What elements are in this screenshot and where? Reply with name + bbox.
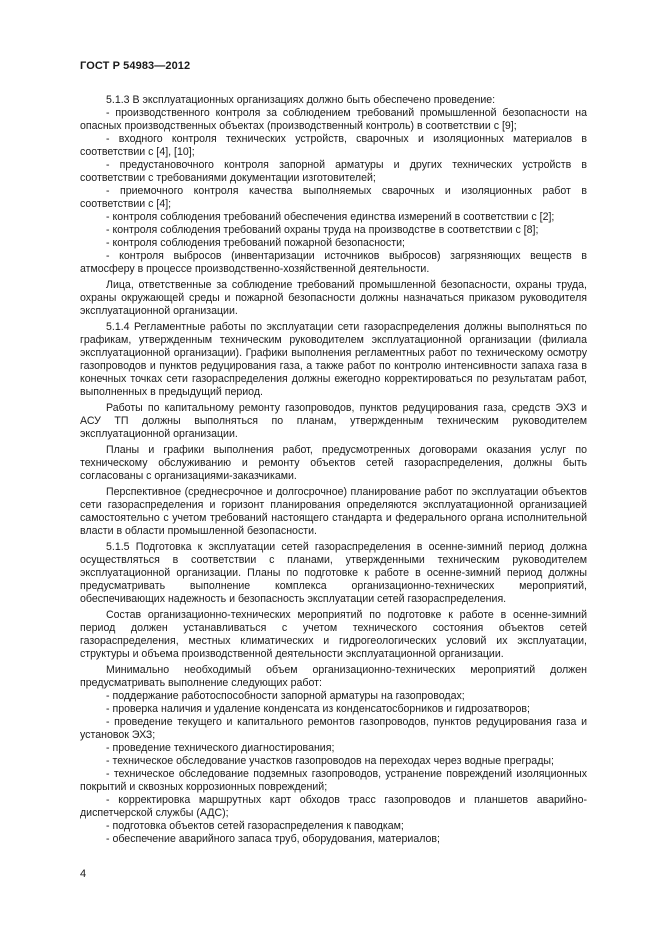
paragraph-measures-composition: Состав организационно-технических мероприятий по подготовке к работе в осенне-зимний период должен устанавливаться с учетом технического состояния объектов сетей газораспределения, местных климатических и гидрогеологических условий их эксплуатации, структуры и объема производственной деятельности эксплуатационной организации. bbox=[80, 609, 587, 660]
list-item-water-crossings: - техническое обследование участков газопроводов на переходах через водные преграды; bbox=[106, 755, 554, 767]
list-item-valve-maintenance: - поддержание работоспособности запорной арматуры на газопроводах; bbox=[106, 690, 465, 702]
list-item-diagnostics: - проведение технического диагностирования; bbox=[106, 742, 335, 754]
paragraph-responsible-persons: Лица, ответственные за соблюдение требований промышленной безопасности, охраны труда, охраны окружающей среды и пожарной безопасности должны назначаться приказом руководителя эксплуатационной организации. bbox=[80, 279, 587, 317]
list-item-measurement-control: - контроля соблюдения требований обеспечения единства измерений в соответствии с [2]; bbox=[106, 211, 555, 223]
list-item-route-maps: - корректировка маршрутных карт обходов трасс газопроводов и планшетов аварийно-диспетчерской службы (АДС); bbox=[80, 794, 587, 819]
document-body bbox=[80, 94, 587, 846]
list-item-underground-survey: - техническое обследование подземных газопроводов, устранение повреждений изоляционных покрытий и сквозных коррозионных повреждений; bbox=[80, 768, 587, 793]
page-number: 4 bbox=[80, 868, 87, 880]
paragraph-5-1-3: 5.1.3 В эксплуатационных организациях должно быть обеспечено проведение: bbox=[106, 94, 496, 106]
list-item-emissions-control: - контроля выбросов (инвентаризации источников выбросов) загрязняющих веществ в атмосферу в процессе производственно-хозяйственной деятельности. bbox=[80, 250, 587, 275]
paragraph-5-1-5: 5.1.5 Подготовка к эксплуатации сетей газораспределения в осенне-зимний период должна осуществляться в соответствии с планами, утвержденными техническим руководителем эксплуатационной организации. Планы по подготовке к работе в осенне-зимний период должны предусматривать выполнение комплекса организационно-технических мероприятий, обеспечивающих надежность и безопасность эксплуатации сетей газораспределения. bbox=[80, 541, 587, 605]
paragraph-plans-schedules: Планы и графики выполнения работ, предусмотренных договорами оказания услуг по техническому обслуживанию и ремонту объектов сетей газораспределения, должны быть согласованы с организациями-заказчиками. bbox=[80, 444, 587, 482]
list-item-condensate-removal: - проверка наличия и удаление конденсата из конденсатосборников и гидрозатворов; bbox=[106, 703, 530, 715]
list-item-input-control: - входного контроля технических устройств, сварочных и изоляционных материалов в соответствии с [4], [10]; bbox=[80, 133, 587, 158]
list-item-emergency-stock: - обеспечение аварийного запаса труб, оборудования, материалов; bbox=[106, 833, 440, 845]
list-item-fire-safety-control: - контроля соблюдения требований пожарной безопасности; bbox=[106, 237, 405, 249]
list-item-production-control: - производственного контроля за соблюдением требований промышленной безопасности на опасных производственных объектах (производственный контроль) в соответствии с [9]; bbox=[80, 107, 587, 132]
paragraph-long-term-planning: Перспективное (среднесрочное и долгосрочное) планирование работ по эксплуатации объектов сети газораспределения и горизонт планирования определяются эксплуатационной организацией самостоятельно с учетом требований настоящего стандарта и федерального органа исполнительной власти в области промышленной безопасности. bbox=[80, 486, 587, 537]
paragraph-capital-repair: Работы по капитальному ремонту газопроводов, пунктов редуцирования газа, средств ЭХЗ и АСУ ТП должны выполняться по планам, утвержденным техническим руководителем эксплуатационной организации. bbox=[80, 402, 587, 440]
list-item-acceptance-control: - приемочного контроля качества выполняемых сварочных и изоляционных работ в соответствии с [4]; bbox=[80, 185, 587, 210]
paragraph-5-1-4: 5.1.4 Регламентные работы по эксплуатации сети газораспределения должны выполняться по графикам, утвержденным техническим руководителем эксплуатационной организации (филиала эксплуатационной организации). Графики выполнения регламентных работ по техническому осмотру газопроводов и пунктов редуцирования газа, а также работ по контролю интенсивности запаха газа в конечных точках сети газораспределения должны ежегодно корректироваться по результатам работ, выполненных в предыдущий период. bbox=[80, 321, 587, 398]
list-item-repairs: - проведение текущего и капитального ремонтов газопроводов, пунктов редуцирования газа и установок ЭХЗ; bbox=[80, 716, 587, 741]
document-code-header: ГОСТ Р 54983—2012 bbox=[80, 60, 191, 72]
list-item-preinstall-control: - предустановочного контроля запорной арматуры и других технических устройств в соответствии с требованиями документации изготовителей; bbox=[80, 159, 587, 184]
list-item-flood-preparation: - подготовка объектов сетей газораспределения к паводкам; bbox=[106, 820, 404, 832]
list-item-labor-safety-control: - контроля соблюдения требований охраны труда на производстве в соответствии с [8]; bbox=[106, 224, 539, 236]
paragraph-minimum-scope: Минимально необходимый объем организационно-технических мероприятий должен предусматривать выполнение следующих работ: bbox=[80, 664, 587, 689]
